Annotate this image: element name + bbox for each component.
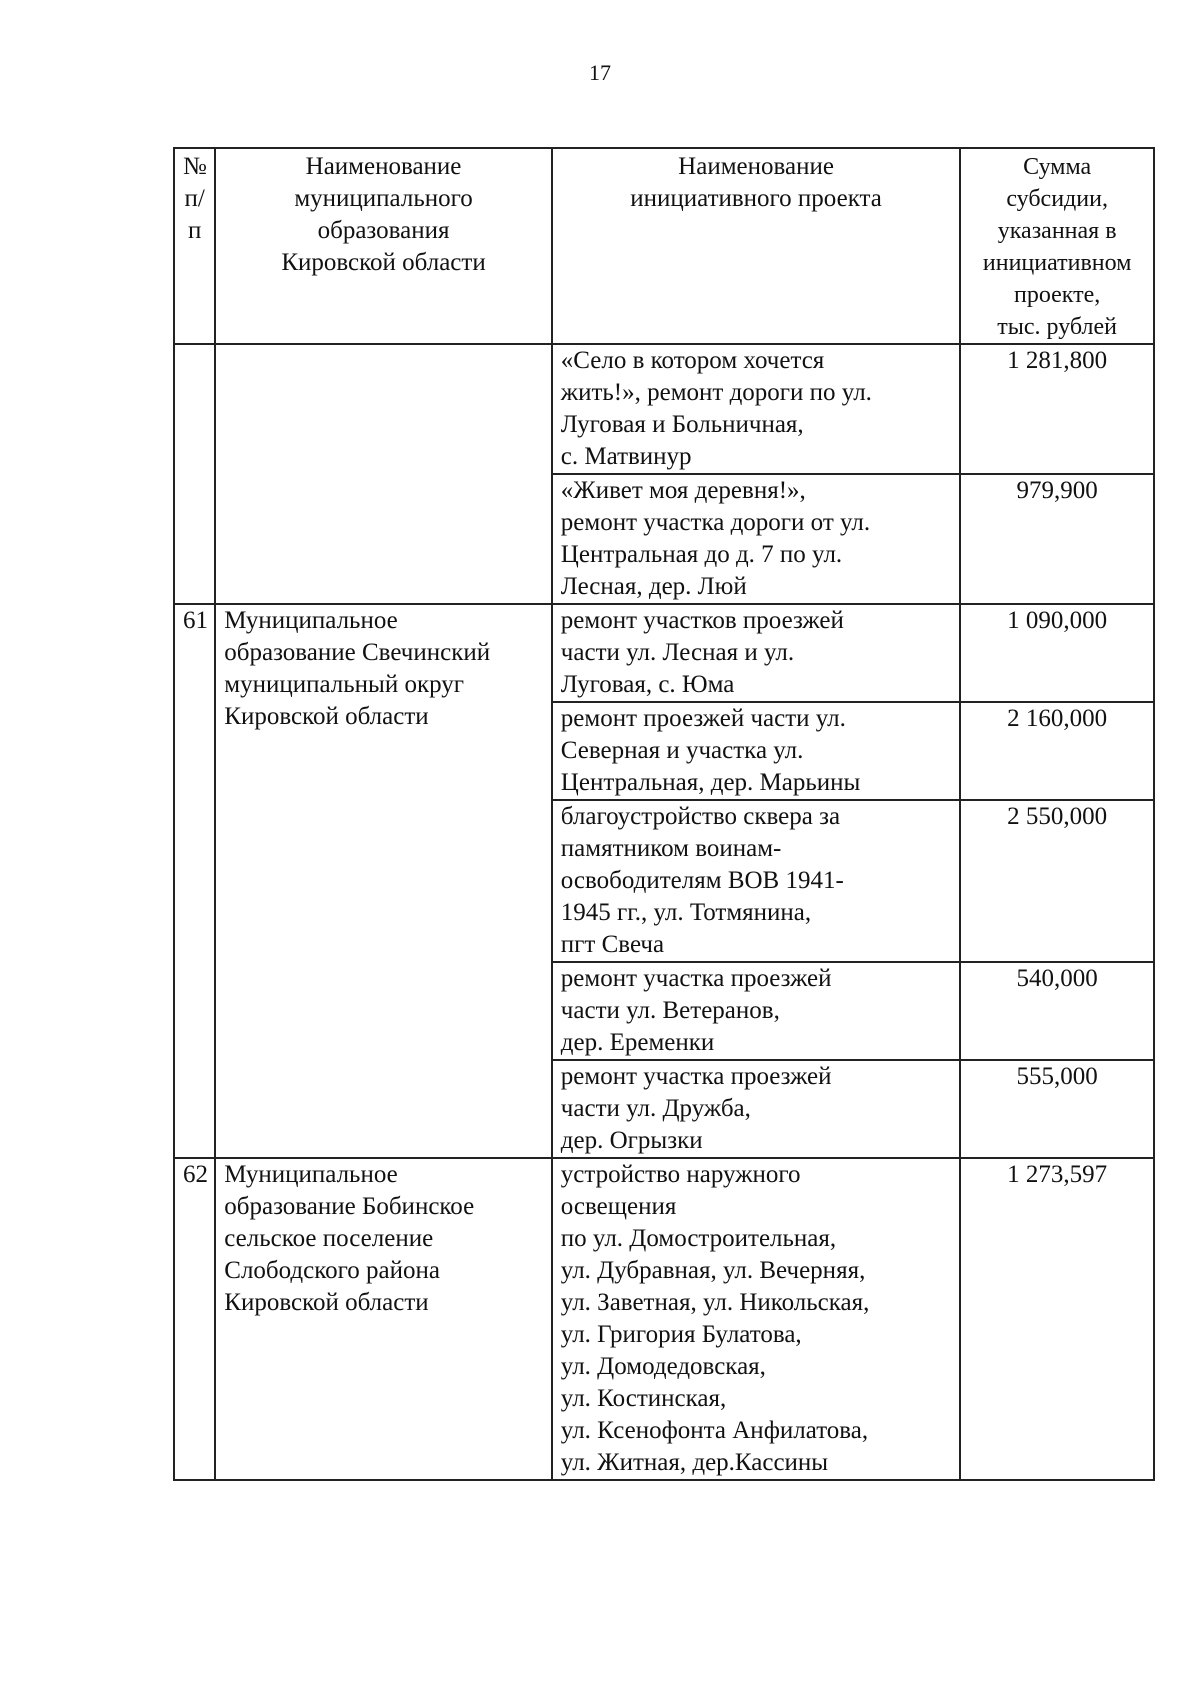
sum-cell: 979,900 bbox=[960, 474, 1154, 604]
project-cell: «Село в котором хочется жить!», ремонт дороги по ул. Луговая и Больничная, с. Матвинур bbox=[552, 344, 961, 474]
municipality-cell: Муниципальное образование Свечинский муниципальный округ Кировской области bbox=[215, 604, 552, 1158]
sum-cell: 1 281,800 bbox=[960, 344, 1154, 474]
sum-cell: 2 160,000 bbox=[960, 702, 1154, 800]
sum-cell: 540,000 bbox=[960, 962, 1154, 1060]
page-number: 17 bbox=[589, 60, 611, 85]
project-cell: ремонт участков проезжей части ул. Лесная и ул. Луговая, с. Юма bbox=[552, 604, 961, 702]
municipality-cell bbox=[215, 344, 552, 604]
row-number: 62 bbox=[174, 1158, 215, 1480]
project-cell: «Живет моя деревня!», ремонт участка дороги от ул. Центральная до д. 7 по ул. Лесная, дер. Люй bbox=[552, 474, 961, 604]
sum-cell: 1 273,597 bbox=[960, 1158, 1154, 1480]
table-row bbox=[174, 1158, 1154, 1480]
table-row bbox=[174, 604, 1154, 702]
header-project: Наименование инициативного проекта bbox=[552, 148, 961, 344]
project-cell: ремонт проезжей части ул. Северная и участка ул. Центральная, дер. Марьины bbox=[552, 702, 961, 800]
municipality-cell: Муниципальное образование Бобинское сельское поселение Слободского района Кировской области bbox=[215, 1158, 552, 1480]
project-cell: благоустройство сквера за памятником воинам- освободителям ВОВ 1941- 1945 гг., ул. Тотмянина, пгт Свеча bbox=[552, 800, 961, 962]
header-sum: Сумма субсидии, указанная в инициативном проекте, тыс. рублей bbox=[960, 148, 1154, 344]
row-number bbox=[174, 344, 215, 604]
table-header-row bbox=[174, 148, 1154, 344]
header-municipality: Наименование муниципального образования Кировской области bbox=[215, 148, 552, 344]
subsidy-table bbox=[173, 147, 1155, 1481]
project-cell: ремонт участка проезжей части ул. Ветеранов, дер. Еременки bbox=[552, 962, 961, 1060]
project-cell: устройство наружного освещения по ул. Домостроительная, ул. Дубравная, ул. Вечерняя, ул. Заветная, ул. Никольская, ул. Григория Булатова, ул. Домодедовская, ул. Костинская, ул. Ксенофонта Анфилатова, ул. Житная, дер.Кассины bbox=[552, 1158, 961, 1480]
sum-cell: 555,000 bbox=[960, 1060, 1154, 1158]
row-number: 61 bbox=[174, 604, 215, 1158]
sum-cell: 1 090,000 bbox=[960, 604, 1154, 702]
sum-cell: 2 550,000 bbox=[960, 800, 1154, 962]
header-num: № п/п bbox=[174, 148, 215, 344]
table-row bbox=[174, 344, 1154, 474]
project-cell: ремонт участка проезжей части ул. Дружба, дер. Огрызки bbox=[552, 1060, 961, 1158]
